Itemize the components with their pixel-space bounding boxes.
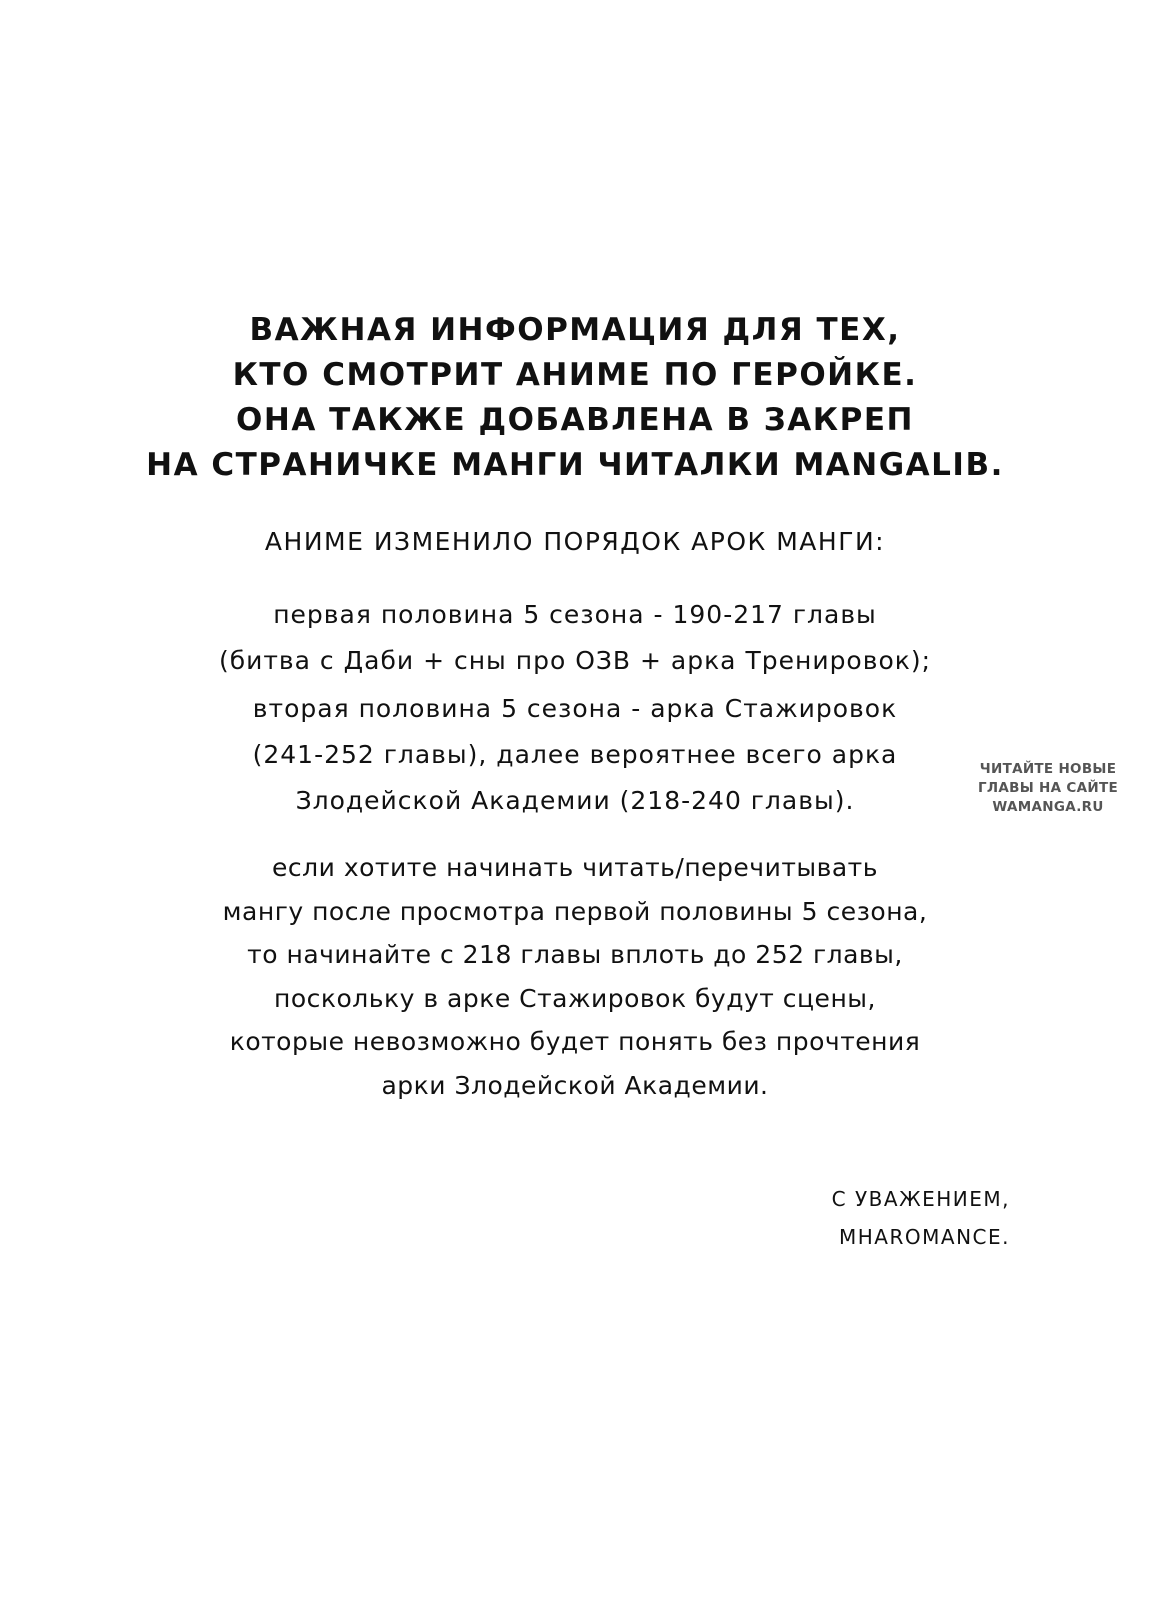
signature-name: MHAROMANCE. [839, 1225, 1010, 1249]
advice-line: поскольку в арке Стажировок будут сцены, [274, 983, 876, 1013]
notice-subtitle [0, 522, 1150, 562]
notice-title [0, 308, 1150, 488]
advice-line: арки Злодейской Академии. [381, 1070, 769, 1100]
title-line: НА СТРАНИЧКЕ МАНГИ ЧИТАЛКИ MANGALIB. [146, 447, 1004, 483]
watermark-line: ЧИТАЙТЕ НОВЫЕ [979, 761, 1117, 777]
title-line: ВАЖНАЯ ИНФОРМАЦИЯ ДЛЯ ТЕХ, [249, 312, 901, 348]
second-half-line: вторая половина 5 сезона - арка Стажировок [252, 694, 898, 723]
signature [780, 1180, 1010, 1256]
first-half-line: (битва с Даби + сны про ОЗВ + арка Тренировок); [218, 646, 932, 675]
advice-line: если хотите начинать читать/перечитывать [272, 853, 878, 882]
second-half-line: (241-252 главы), далее вероятнее всего арка [252, 740, 898, 769]
advice-line: которые невозможно будет понять без прочтения [229, 1027, 921, 1056]
signature-greeting: С УВАЖЕНИЕМ, [831, 1187, 1010, 1211]
second-half-line: Злодейской Академии (218-240 главы). [295, 786, 855, 815]
site-watermark [968, 760, 1128, 817]
title-line: КТО СМОТРИТ АНИМЕ ПО ГЕРОЙКЕ. [232, 357, 918, 393]
first-half-paragraph [0, 592, 1150, 684]
subtitle-line: АНИМЕ ИЗМЕНИЛО ПОРЯДОК АРОК МАНГИ: [264, 527, 886, 556]
watermark-line: WAMANGA.RU [992, 799, 1104, 815]
advice-paragraph [0, 846, 1150, 1107]
advice-line: мангу после просмотра первой половины 5 сезона, [222, 896, 928, 926]
advice-line: то начинайте с 218 главы вплоть до 252 главы, [247, 940, 903, 969]
title-line: ОНА ТАКЖЕ ДОБАВЛЕНА В ЗАКРЕП [236, 402, 914, 438]
watermark-line: ГЛАВЫ НА САЙТЕ [978, 780, 1118, 796]
first-half-line: первая половина 5 сезона - 190-217 главы [273, 600, 877, 629]
